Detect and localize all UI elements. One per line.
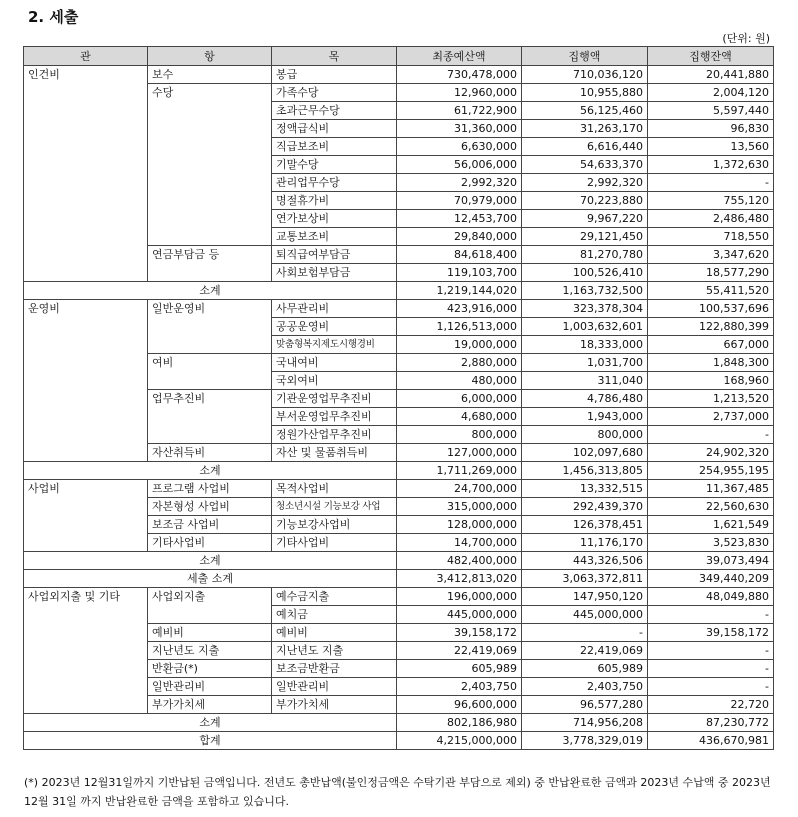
cell-exec: 3,778,329,019 [522, 732, 648, 750]
cell-mok: 초과근무수당 [272, 102, 397, 120]
cell-budget: 800,000 [397, 426, 522, 444]
table-row [24, 66, 774, 84]
cell-budget: 6,630,000 [397, 138, 522, 156]
cell-mok: 연가보상비 [272, 210, 397, 228]
cell-mok: 기능보강사업비 [272, 516, 397, 534]
cell-gwan: 운영비 [24, 300, 148, 462]
cell-budget: 127,000,000 [397, 444, 522, 462]
expenditure-table [23, 46, 774, 750]
cell-mok: 교통보조비 [272, 228, 397, 246]
cell-hang: 지난년도 지출 [148, 642, 272, 660]
cell-hang: 사업외지출 [148, 588, 272, 624]
cell-exec: 18,333,000 [522, 336, 648, 354]
cell-remain: 100,537,696 [648, 300, 774, 318]
cell-hang: 업무추진비 [148, 390, 272, 444]
cell-exec: 31,263,170 [522, 120, 648, 138]
cell-remain: 755,120 [648, 192, 774, 210]
cell-hang: 연금부담금 등 [148, 246, 272, 282]
cell-budget: 56,006,000 [397, 156, 522, 174]
header-gwan: 관 [24, 47, 148, 66]
cell-mok: 퇴직급여부담금 [272, 246, 397, 264]
cell-budget: 2,880,000 [397, 354, 522, 372]
cell-hang: 기타사업비 [148, 534, 272, 552]
cell-remain: - [648, 606, 774, 624]
cell-exec: 81,270,780 [522, 246, 648, 264]
cell-budget: 84,618,400 [397, 246, 522, 264]
cell-remain: 1,848,300 [648, 354, 774, 372]
cell-mok: 부서운영업무추진비 [272, 408, 397, 426]
cell-budget: 4,215,000,000 [397, 732, 522, 750]
section-title: 2. 세출 [28, 8, 79, 26]
cell-exec: 710,036,120 [522, 66, 648, 84]
cell-budget: 445,000,000 [397, 606, 522, 624]
cell-budget: 423,916,000 [397, 300, 522, 318]
cell-remain: 3,347,620 [648, 246, 774, 264]
cell-budget: 128,000,000 [397, 516, 522, 534]
cell-mok: 명절휴가비 [272, 192, 397, 210]
cell-mok: 기관운영업무추진비 [272, 390, 397, 408]
cell-remain: 122,880,399 [648, 318, 774, 336]
cell-exec: 13,332,515 [522, 480, 648, 498]
cell-budget: 196,000,000 [397, 588, 522, 606]
header-mok: 목 [272, 47, 397, 66]
cell-exec: 11,176,170 [522, 534, 648, 552]
cell-budget: 14,700,000 [397, 534, 522, 552]
cell-mok: 가족수당 [272, 84, 397, 102]
cell-mok: 지난년도 지출 [272, 642, 397, 660]
cell-mok: 목적사업비 [272, 480, 397, 498]
cell-budget: 2,403,750 [397, 678, 522, 696]
total-label: 합계 [24, 732, 397, 750]
cell-exec: 22,419,069 [522, 642, 648, 660]
subtotal-row [24, 570, 774, 588]
cell-remain: 22,560,630 [648, 498, 774, 516]
cell-exec: 147,950,120 [522, 588, 648, 606]
cell-remain: 2,004,120 [648, 84, 774, 102]
cell-exec: 100,526,410 [522, 264, 648, 282]
cell-remain: 2,486,480 [648, 210, 774, 228]
cell-budget: 31,360,000 [397, 120, 522, 138]
cell-remain: - [648, 174, 774, 192]
cell-hang: 자본형성 사업비 [148, 498, 272, 516]
cell-remain: 2,737,000 [648, 408, 774, 426]
cell-mok: 직급보조비 [272, 138, 397, 156]
cell-mok: 봉급 [272, 66, 397, 84]
cell-remain: 254,955,195 [648, 462, 774, 480]
cell-exec: 54,633,370 [522, 156, 648, 174]
cell-hang: 보조금 사업비 [148, 516, 272, 534]
cell-mok: 국내여비 [272, 354, 397, 372]
cell-budget: 61,722,900 [397, 102, 522, 120]
cell-budget: 1,711,269,000 [397, 462, 522, 480]
cell-exec: - [522, 624, 648, 642]
cell-exec: 6,616,440 [522, 138, 648, 156]
cell-exec: 3,063,372,811 [522, 570, 648, 588]
cell-remain: 13,560 [648, 138, 774, 156]
cell-exec: 605,989 [522, 660, 648, 678]
cell-remain: 349,440,209 [648, 570, 774, 588]
cell-exec: 714,956,208 [522, 714, 648, 732]
cell-mok: 예비비 [272, 624, 397, 642]
cell-mok: 관리업무수당 [272, 174, 397, 192]
cell-mok: 사회보험부담금 [272, 264, 397, 282]
cell-exec: 443,326,506 [522, 552, 648, 570]
cell-exec: 2,403,750 [522, 678, 648, 696]
cell-remain: - [648, 660, 774, 678]
cell-remain: 39,158,172 [648, 624, 774, 642]
cell-budget: 730,478,000 [397, 66, 522, 84]
cell-exec: 126,378,451 [522, 516, 648, 534]
cell-exec: 1,031,700 [522, 354, 648, 372]
cell-remain: 87,230,772 [648, 714, 774, 732]
cell-exec: 445,000,000 [522, 606, 648, 624]
cell-budget: 605,989 [397, 660, 522, 678]
cell-mok: 예치금 [272, 606, 397, 624]
cell-mok: 자산 및 물품취득비 [272, 444, 397, 462]
subtotal-row [24, 282, 774, 300]
cell-hang: 프로그램 사업비 [148, 480, 272, 498]
cell-remain: - [648, 642, 774, 660]
header-exec: 집행액 [522, 47, 648, 66]
cell-remain: - [648, 426, 774, 444]
cell-remain: 718,550 [648, 228, 774, 246]
total-row [24, 732, 774, 750]
cell-budget: 802,186,980 [397, 714, 522, 732]
cell-budget: 6,000,000 [397, 390, 522, 408]
cell-exec: 1,456,313,805 [522, 462, 648, 480]
cell-hang: 보수 [148, 66, 272, 84]
cell-remain: 20,441,880 [648, 66, 774, 84]
cell-budget: 24,700,000 [397, 480, 522, 498]
footnote: (*) 2023년 12월31일까지 기반납된 금액입니다. 전년도 총반납액(불인정금액은 수탁기관 부담으로 제외) 중 반납완료한 금액과 2023년 수납액 중 2023년 12월 31일 까지 반납완료한 금액을 포함하고 있습니다. [24, 776, 771, 808]
cell-hang: 자산취득비 [148, 444, 272, 462]
cell-remain: 667,000 [648, 336, 774, 354]
cell-budget: 4,680,000 [397, 408, 522, 426]
cell-exec: 70,223,880 [522, 192, 648, 210]
cell-budget: 12,453,700 [397, 210, 522, 228]
cell-remain: 436,670,981 [648, 732, 774, 750]
cell-mok: 사무관리비 [272, 300, 397, 318]
cell-hang: 수당 [148, 84, 272, 246]
subtotal-label: 소계 [24, 552, 397, 570]
cell-exec: 29,121,450 [522, 228, 648, 246]
cell-remain: 168,960 [648, 372, 774, 390]
cell-exec: 323,378,304 [522, 300, 648, 318]
table-row [24, 588, 774, 606]
cell-exec: 9,967,220 [522, 210, 648, 228]
cell-remain: 1,213,520 [648, 390, 774, 408]
cell-gwan: 사업외지출 및 기타 [24, 588, 148, 714]
cell-mok: 기말수당 [272, 156, 397, 174]
cell-hang: 일반운영비 [148, 300, 272, 354]
cell-remain: 48,049,880 [648, 588, 774, 606]
cell-budget: 19,000,000 [397, 336, 522, 354]
subtotal-label: 소계 [24, 282, 397, 300]
cell-hang: 예비비 [148, 624, 272, 642]
cell-remain: - [648, 678, 774, 696]
cell-exec: 1,003,632,601 [522, 318, 648, 336]
cell-hang: 일반관리비 [148, 678, 272, 696]
subtotal-row [24, 552, 774, 570]
cell-mok: 일반관리비 [272, 678, 397, 696]
cell-remain: 5,597,440 [648, 102, 774, 120]
cell-exec: 4,786,480 [522, 390, 648, 408]
table-row [24, 480, 774, 498]
cell-mok: 정원가산업무추진비 [272, 426, 397, 444]
cell-budget: 482,400,000 [397, 552, 522, 570]
subtotal-label: 소계 [24, 714, 397, 732]
cell-exec: 292,439,370 [522, 498, 648, 516]
cell-remain: 22,720 [648, 696, 774, 714]
cell-exec: 800,000 [522, 426, 648, 444]
cell-budget: 70,979,000 [397, 192, 522, 210]
cell-mok: 정액급식비 [272, 120, 397, 138]
cell-gwan: 인건비 [24, 66, 148, 282]
cell-budget: 22,419,069 [397, 642, 522, 660]
cell-budget: 315,000,000 [397, 498, 522, 516]
cell-mok: 청소년시설 기능보강 사업 [272, 498, 397, 516]
cell-hang: 여비 [148, 354, 272, 390]
table-row [24, 300, 774, 318]
cell-mok: 부가가치세 [272, 696, 397, 714]
cell-remain: 11,367,485 [648, 480, 774, 498]
cell-exec: 1,163,732,500 [522, 282, 648, 300]
cell-budget: 3,412,813,020 [397, 570, 522, 588]
cell-budget: 119,103,700 [397, 264, 522, 282]
header-remain: 집행잔액 [648, 47, 774, 66]
cell-budget: 1,126,513,000 [397, 318, 522, 336]
cell-exec: 56,125,460 [522, 102, 648, 120]
cell-mok: 기타사업비 [272, 534, 397, 552]
cell-mok: 보조금반환금 [272, 660, 397, 678]
cell-remain: 96,830 [648, 120, 774, 138]
subtotal-row [24, 462, 774, 480]
cell-mok: 예수금지출 [272, 588, 397, 606]
subtotal-label: 세출 소계 [24, 570, 397, 588]
cell-exec: 102,097,680 [522, 444, 648, 462]
cell-remain: 39,073,494 [648, 552, 774, 570]
subtotal-label: 소계 [24, 462, 397, 480]
cell-budget: 2,992,320 [397, 174, 522, 192]
table-header-row [24, 47, 774, 66]
subtotal-row [24, 714, 774, 732]
cell-exec: 311,040 [522, 372, 648, 390]
cell-budget: 1,219,144,020 [397, 282, 522, 300]
cell-budget: 29,840,000 [397, 228, 522, 246]
cell-hang: 부가가치세 [148, 696, 272, 714]
cell-mok: 국외여비 [272, 372, 397, 390]
header-budget: 최종예산액 [397, 47, 522, 66]
cell-exec: 2,992,320 [522, 174, 648, 192]
cell-remain: 18,577,290 [648, 264, 774, 282]
cell-remain: 1,372,630 [648, 156, 774, 174]
cell-budget: 39,158,172 [397, 624, 522, 642]
cell-remain: 24,902,320 [648, 444, 774, 462]
cell-remain: 3,523,830 [648, 534, 774, 552]
cell-mok: 맞춤형복지제도시행경비 [272, 336, 397, 354]
cell-hang: 반환금(*) [148, 660, 272, 678]
cell-budget: 480,000 [397, 372, 522, 390]
cell-exec: 10,955,880 [522, 84, 648, 102]
cell-remain: 55,411,520 [648, 282, 774, 300]
cell-gwan: 사업비 [24, 480, 148, 552]
cell-exec: 96,577,280 [522, 696, 648, 714]
cell-remain: 1,621,549 [648, 516, 774, 534]
header-hang: 항 [148, 47, 272, 66]
cell-mok: 공공운영비 [272, 318, 397, 336]
cell-exec: 1,943,000 [522, 408, 648, 426]
unit-label: (단위: 원) [722, 32, 770, 45]
cell-budget: 12,960,000 [397, 84, 522, 102]
cell-budget: 96,600,000 [397, 696, 522, 714]
